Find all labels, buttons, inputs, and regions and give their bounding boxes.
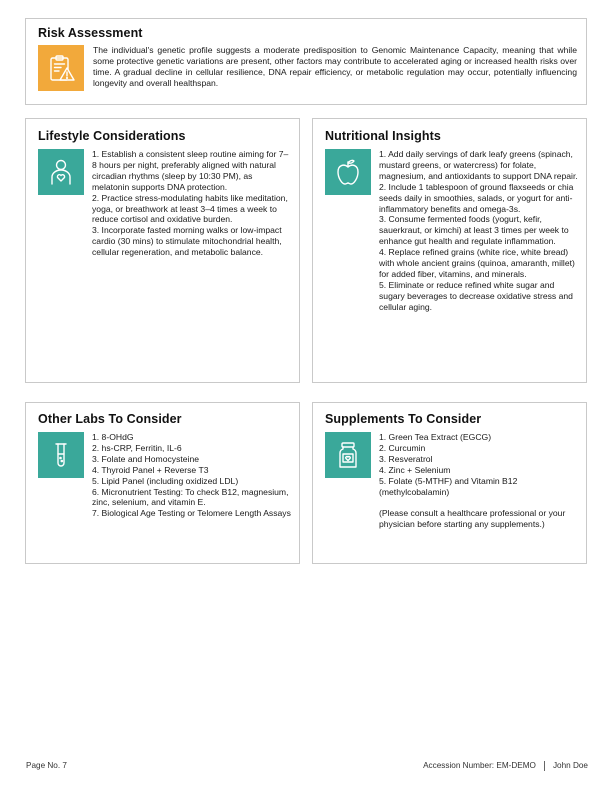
list-item: 3. Folate and Homocysteine — [92, 453, 200, 464]
supplement-bottle-icon — [333, 440, 363, 470]
person-heart-icon — [46, 157, 76, 187]
clipboard-warning-icon — [46, 53, 76, 83]
list-item: 3. Resveratrol — [379, 453, 433, 464]
apple-icon — [333, 157, 363, 187]
lifestyle-card — [25, 118, 300, 383]
list-item: 6. Micronutrient Testing: To check B12, magnesium, zinc, selenium, and vitamin E. — [92, 486, 289, 508]
supplements-title: Supplements To Consider — [325, 412, 482, 426]
page-number: Page No. 7 — [26, 761, 67, 770]
list-item: 1. Add daily servings of dark leafy greens (spinach, mustard greens, or watercress) for folate, magnesium, and antioxidants to support DNA repair. — [379, 149, 578, 181]
accession-number: Accession Number: EM-DEMO — [423, 761, 536, 771]
lifestyle-icon-box — [38, 149, 84, 195]
risk-assessment-text: The individual's genetic profile suggests a moderate predisposition to Genomic Maintenance Capacity, meaning that while some protective genetic variations are present, other factors may contribute to accelerated aging or increased health risks over time. A gradual decline in cellular resilience, DNA repair efficiency, or metabolic regulation may occur, potentially influencing longevity and overall healthspan. — [93, 45, 577, 88]
footer-divider — [544, 761, 545, 771]
list-item: 4. Zinc + Selenium — [379, 464, 451, 475]
list-item: 3. Consume fermented foods (yogurt, kefir, sauerkraut, or kimchi) at least 3 times per week to enhance gut health and regulate inflammation. — [379, 214, 569, 247]
list-item: 2. Include 1 tablespoon of ground flaxseeds or chia seeds daily in smoothies, salads, or yogurt for anti-inflammatory benefits and omega-3s. — [379, 181, 574, 214]
supplements-body — [379, 432, 579, 530]
supplements-card — [312, 402, 587, 564]
list-item: 2. Curcumin — [379, 442, 426, 453]
test-tube-icon — [46, 440, 76, 470]
list-item: 1. 8-OHdG — [92, 432, 134, 442]
list-item: 7. Biological Age Testing or Telomere Length Assays — [92, 508, 291, 519]
lifestyle-title: Lifestyle Considerations — [38, 129, 186, 143]
nutrition-list — [379, 149, 579, 313]
list-item: 4. Thyroid Panel + Reverse T3 — [92, 464, 209, 475]
risk-assessment-card — [25, 18, 587, 105]
labs-list — [92, 432, 292, 519]
supplements-note: (Please consult a healthcare professional or your physician before starting any supplements.) — [379, 508, 566, 530]
list-item: 4. Replace refined grains (white rice, white bread) with whole ancient grains (quinoa, amaranth, millet) for added fiber, vitamins, and minerals. — [379, 247, 575, 279]
supplements-icon-box — [325, 432, 371, 478]
labs-card — [25, 402, 300, 564]
list-item: 2. Practice stress-modulating habits like meditation, yoga, or breathwork at least 3–4 times a week to reduce cortisol and oxidative burden. — [92, 192, 288, 225]
patient-name: John Doe — [552, 761, 588, 771]
list-item: 1. Establish a consistent sleep routine aiming for 7–8 hours per night, preferably aligned with natural circadian rhythms (sleep by 10:30 PM), as melatonin supports DNA protection. — [92, 149, 289, 192]
footer-info — [423, 761, 588, 771]
list-item: 1. Green Tea Extract (EGCG) — [379, 432, 492, 442]
list-item: 2. hs-CRP, Ferritin, IL-6 — [92, 442, 182, 453]
supplements-list — [379, 432, 579, 497]
labs-icon-box — [38, 432, 84, 478]
list-item: 3. Incorporate fasted morning walks or low-impact cardio (30 mins) to stimulate mitochondrial health, cellular regeneration, and metabolic balance. — [92, 225, 282, 258]
risk-icon-box — [38, 45, 84, 91]
list-item: 5. Folate (5-MTHF) and Vitamin B12 (methylcobalamin) — [379, 475, 518, 497]
labs-title: Other Labs To Consider — [38, 412, 182, 426]
nutrition-icon-box — [325, 149, 371, 195]
nutrition-title: Nutritional Insights — [325, 129, 441, 143]
list-item: 5. Lipid Panel (including oxidized LDL) — [92, 475, 239, 486]
risk-assessment-title: Risk Assessment — [38, 26, 143, 40]
list-item: 5. Eliminate or reduce refined white sugar and sugary beverages to decrease oxidative stress and cellular aging. — [379, 279, 573, 312]
lifestyle-list — [92, 149, 292, 258]
nutrition-card — [312, 118, 587, 383]
